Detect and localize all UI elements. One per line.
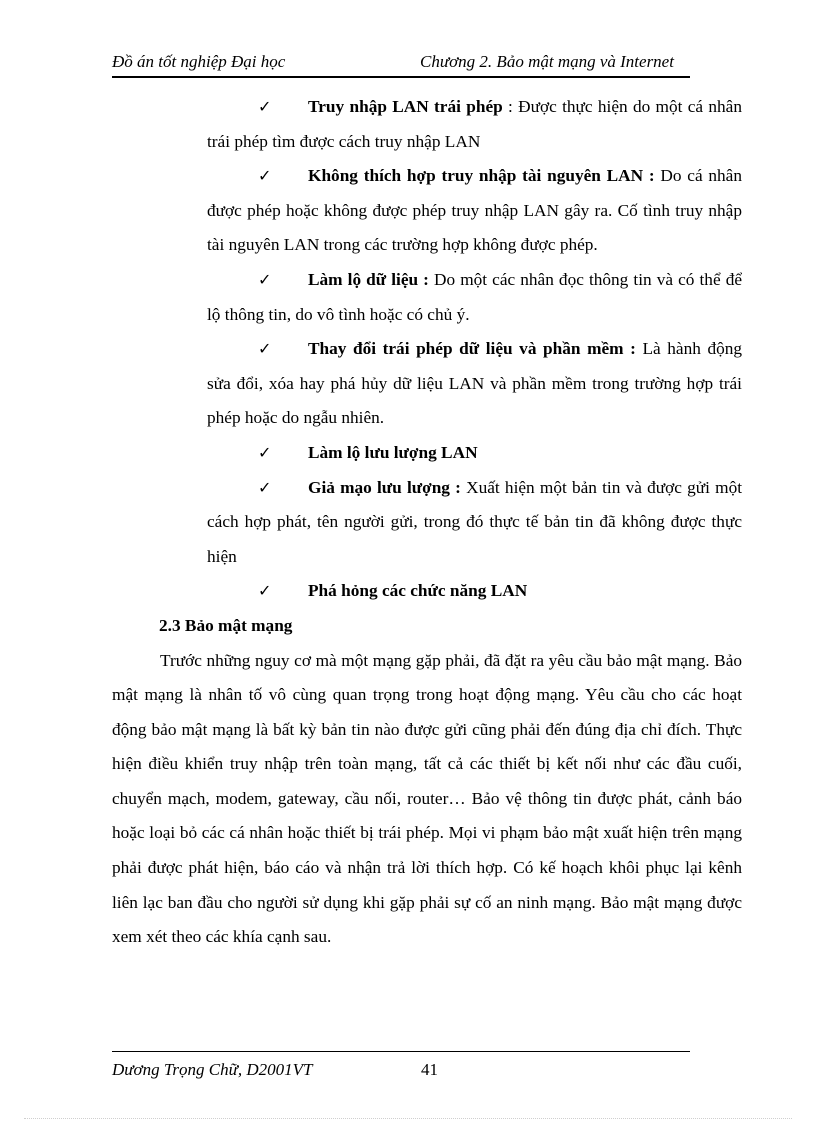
checkmark-icon: ✓ xyxy=(258,442,272,462)
bullet-item xyxy=(207,263,742,332)
page-footer xyxy=(112,1051,690,1079)
checkmark-icon: ✓ xyxy=(258,339,272,359)
document-title: Đồ án tốt nghiệp Đại học xyxy=(112,52,286,71)
page-edge-divider xyxy=(24,1118,792,1119)
page-content xyxy=(112,90,742,955)
section-heading: 2.3 Bảo mật mạng xyxy=(159,615,293,635)
page-header xyxy=(112,48,690,78)
bullet-term: Không thích hợp truy nhập tài nguyên LAN : xyxy=(308,166,655,186)
checkmark-icon: ✓ xyxy=(258,477,272,497)
bullet-item xyxy=(207,436,742,471)
bullet-term: Thay đổi trái phép dữ liệu và phần mềm : xyxy=(308,339,636,359)
bullet-description: Do một các nhân đọc thông tin và có thể để lộ thông tin, do vô tình hoặc có chủ ý. xyxy=(207,269,743,324)
bullet-term: Làm lộ lưu lượng LAN xyxy=(308,442,478,462)
bullet-item xyxy=(207,332,742,436)
checkmark-icon: ✓ xyxy=(258,166,272,186)
section-paragraph: Trước những nguy cơ mà một mạng gặp phải, đã đặt ra yêu cầu bảo mật mạng. Bảo mật mạng là nhân tố vô cùng quan trọng trong hoạt động mạng. Yêu cầu cho các hoạt động bảo mật mạng là bất kỳ bản tin nào được gửi cũng phải đến đúng địa chỉ đích. Thực hiện điều khiển truy nhập trên toàn mạng, tất cả các thiết bị kết nối như các đầu cuối, chuyển mạch, modem, gateway, cầu nối, router… Bảo vệ thông tin được phát, cảnh báo hoặc loại bỏ các cá nhân hoặc thiết bị trái phép. Mọi vi phạm bảo mật xuất hiện trên mạng phải được phát hiện, báo cáo và nhận trả lời thích hợp. Có kế hoạch khôi phục lại kênh liên lạc ban đầu cho người sử dụng khi gặp phải sự cố an ninh mạng. Bảo mật mạng được xem xét theo các khía cạnh sau. xyxy=(112,650,742,947)
page-number: 41 xyxy=(421,1060,438,1079)
bullet-item xyxy=(207,90,742,159)
bullet-term: Giả mạo lưu lượng : xyxy=(308,477,461,497)
bullet-item xyxy=(207,574,742,609)
checkmark-icon: ✓ xyxy=(258,97,272,116)
bullet-term: Phá hỏng các chức năng LAN xyxy=(308,581,528,601)
bullet-term: Làm lộ dữ liệu : xyxy=(308,269,429,289)
checkmark-icon: ✓ xyxy=(258,581,272,601)
checkmark-icon: ✓ xyxy=(258,269,272,289)
bullet-description: Do cá nhân được phép hoặc không được phép truy nhập LAN gây ra. Cố tình truy nhập tài nguyên LAN trong các trường hợp không được phép. xyxy=(207,166,742,255)
bullet-term: Truy nhập LAN trái phép xyxy=(308,97,503,116)
bullet-description: Xuất hiện một bản tin và được gửi một cách hợp phát, tên người gửi, trong đó thực tế bản tin đã không được thực hiện xyxy=(207,477,743,566)
bullet-item xyxy=(207,471,742,575)
bullet-item xyxy=(207,159,742,263)
author-name: Dương Trọng Chữ, D2001VT xyxy=(112,1060,313,1079)
bullet-description: Là hành động sửa đổi, xóa hay phá hủy dữ liệu LAN và phần mềm trong trường hợp trái phép hoặc do ngẫu nhiên. xyxy=(207,339,743,428)
bullet-description: : Được thực hiện do một cá nhân trái phép tìm được cách truy nhập LAN xyxy=(207,97,742,151)
chapter-title: Chương 2. Bảo mật mạng và Internet xyxy=(420,52,674,71)
